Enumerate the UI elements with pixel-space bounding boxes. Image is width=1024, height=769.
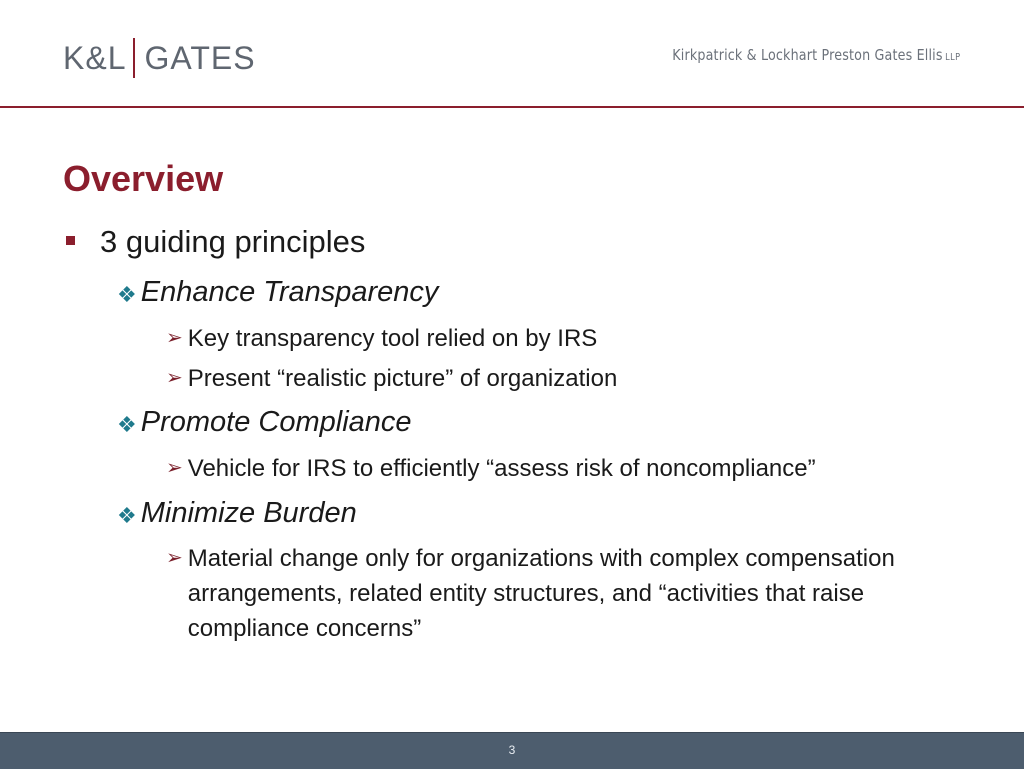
footer-bar bbox=[0, 732, 1024, 769]
point-item bbox=[166, 451, 948, 486]
firm-suffix: LLP bbox=[944, 52, 960, 63]
slide-title: Overview bbox=[63, 158, 224, 199]
firm-name bbox=[672, 46, 960, 64]
principle-item bbox=[117, 497, 357, 530]
page-number: 3 bbox=[508, 743, 516, 757]
logo-divider bbox=[133, 38, 135, 78]
point-text: Present “realistic picture” of organization bbox=[187, 365, 618, 392]
principle-item bbox=[117, 276, 438, 309]
bullet-text: 3 guiding principles bbox=[100, 224, 366, 259]
kl-gates-logo bbox=[63, 38, 256, 78]
arrow-bullet-icon: ➢ bbox=[166, 547, 183, 569]
principle-label: Promote Compliance bbox=[140, 406, 412, 438]
logo-left-text: K&L bbox=[63, 39, 127, 76]
diamond-bullet-icon: ❖ bbox=[117, 282, 137, 307]
diamond-bullet-icon: ❖ bbox=[117, 503, 137, 528]
principle-label: Minimize Burden bbox=[140, 497, 357, 529]
point-text: Key transparency tool relied on by IRS bbox=[187, 325, 598, 352]
bullet-level1 bbox=[66, 224, 365, 260]
point-text: Material change only for organizations with complex compensation arrangements, related entity structures, and “activities that raise compliance concerns” bbox=[187, 545, 895, 642]
firm-name-text: Kirkpatrick & Lockhart Preston Gates Ellis bbox=[671, 46, 943, 64]
arrow-bullet-icon: ➢ bbox=[166, 327, 183, 349]
principle-label: Enhance Transparency bbox=[140, 276, 439, 308]
diamond-bullet-icon: ❖ bbox=[117, 412, 137, 437]
point-item bbox=[166, 361, 948, 396]
principle-item bbox=[117, 406, 412, 439]
point-item bbox=[166, 541, 948, 646]
header-divider bbox=[0, 106, 1024, 108]
arrow-bullet-icon: ➢ bbox=[166, 457, 183, 479]
arrow-bullet-icon: ➢ bbox=[166, 367, 183, 389]
point-item bbox=[166, 321, 948, 356]
square-bullet-icon bbox=[66, 236, 75, 245]
logo-right-text: GATES bbox=[144, 39, 256, 76]
point-text: Vehicle for IRS to efficiently “assess risk of noncompliance” bbox=[187, 455, 816, 482]
